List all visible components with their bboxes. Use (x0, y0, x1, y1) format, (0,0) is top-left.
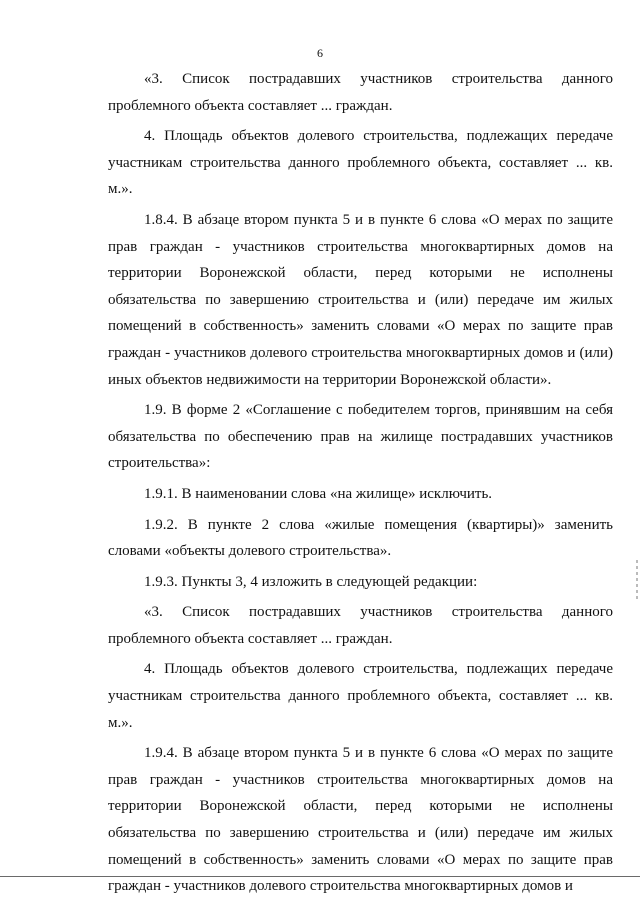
paragraph-item-4-area: 4. Площадь объектов долевого строительства, подлежащих передаче участникам строительства данного проблемного объекта, составляет ... кв. м.». (108, 128, 613, 198)
paragraph-1-8-4: 1.8.4. В абзаце втором пункта 5 и в пункте 6 слова «О мерах по защите прав граждан - участников строительства многоквартирных домов на территории Воронежской области, перед которыми не исполнены обязательства по завершению строительства и (или) передаче им жилых помещений в собственность» заменить словами «О мерах по защите прав граждан - участников долевого строительства многоквартирных домов и (или) иных объектов недвижимости на территории Воронежской области». (108, 211, 613, 388)
page-number: 6 (317, 46, 323, 60)
paragraph-1-9-3: 1.9.3. Пункты 3, 4 изложить в следующей редакции: (144, 573, 478, 590)
paragraph-1-9-1: 1.9.1. В наименовании слова «на жилище» исключить. (144, 485, 493, 502)
document-body (108, 66, 613, 904)
paragraph-1-9-4: 1.9.4. В абзаце втором пункта 5 и в пункте 6 слова «О мерах по защите прав граждан - участников строительства многоквартирных домов на территории Воронежской области, перед которыми не исполнены обязательства по завершению строительства и (или) передаче им жилых помещений в собственность» заменить словами «О мерах по защите прав граждан - участников долевого строительства многоквартирных домов и (108, 745, 613, 895)
scan-margin-mark (636, 560, 638, 600)
paragraph-1-9-2: 1.9.2. В пункте 2 слова «жилые помещения (квартиры)» заменить словами «объекты долевого строительства». (108, 516, 613, 560)
paragraph-1-9: 1.9. В форме 2 «Соглашение с победителем торгов, принявшим на себя обязательства по обеспечению прав на жилище пострадавших участников строительства»: (108, 402, 613, 472)
paragraph-item-4-area-repeat: 4. Площадь объектов долевого строительства, подлежащих передаче участникам строительства данного проблемного объекта, составляет ... кв. м.». (108, 661, 613, 731)
paragraph-item-3-list: «3. Список пострадавших участников строительства данного проблемного объекта составляет ... граждан. (108, 71, 613, 114)
page-bottom-rule (0, 876, 640, 877)
paragraph-item-3-list-repeat: «3. Список пострадавших участников строительства данного проблемного объекта составляет ... граждан. (108, 604, 613, 647)
